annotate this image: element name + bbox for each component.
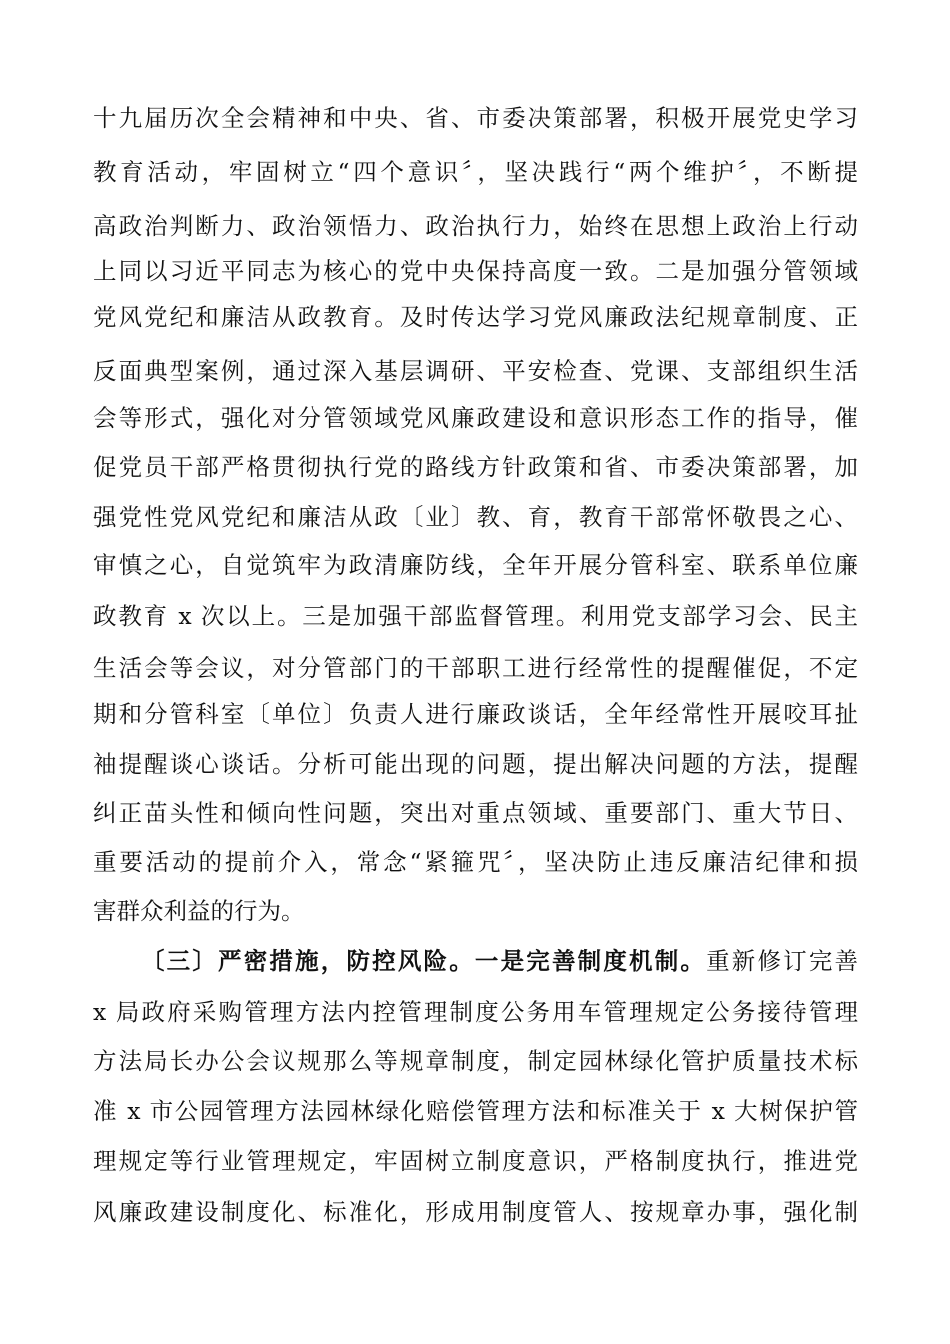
text-line: 害群众利益的行为。 [93, 897, 305, 925]
text-line: 袖提醒谈心谈话。分析可能出现的问题，提出解决问题的方法，提醒 [93, 750, 858, 778]
text-line: 教育活动，牢固树立“四个意识〞，坚决践行“两个维护〞，不断提 [93, 158, 858, 186]
text-line: 促党员干部严格贯彻执行党的路线方针政策和省、市委决策部署，加 [93, 453, 858, 481]
text-line: 纠正苗头性和倾向性问题，突出对重点领域、重要部门、重大节日、 [93, 799, 858, 827]
heading-continuation: 重新修订完善 [706, 947, 859, 975]
text-line: 政教育 x 次以上。三是加强干部监督管理。利用党支部学习会、民主 [93, 602, 858, 630]
text-line: 反面典型案例，通过深入基层调研、平安检查、党课、支部组织生活 [93, 357, 858, 385]
text-line: 期和分管科室〔单位〕负责人进行廉政谈话，全年经常性开展咬耳扯 [93, 700, 858, 728]
text-line: 风廉政建设制度化、标准化，形成用制度管人、按规章办事，强化制 [93, 1198, 858, 1226]
text-line: 审慎之心，自觉筑牢为政清廉防线，全年开展分管科室、联系单位廉 [93, 551, 858, 579]
text-line: 会等形式，强化对分管领域党风廉政建设和意识形态工作的指导，催 [93, 404, 858, 432]
text-line: 十九届历次全会精神和中央、省、市委决策部署，积极开展党史学习 [93, 104, 858, 132]
text-line: 高政治判断力、政治领悟力、政治执行力，始终在思想上政治上行动 [93, 212, 858, 240]
text-line: 强党性党风党纪和廉洁从政〔业〕教、育，教育干部常怀敬畏之心、 [93, 503, 858, 531]
text-line: 生活会等会议，对分管部门的干部职工进行经常性的提醒催促，不定 [93, 654, 858, 682]
text-line: 重要活动的提前介入，常念“紧箍咒〞，坚决防止违反廉洁纪律和损 [93, 848, 858, 876]
text-line: 理规定等行业管理规定，牢固树立制度意识，严格制度执行，推进党 [93, 1147, 858, 1175]
text-line: x 局政府采购管理方法内控管理制度公务用车管理规定公务接待管理 [93, 998, 858, 1026]
section-heading-line [141, 945, 858, 977]
section-heading: 〔三〕严密措施，防控风险。一是完善制度机制。 [141, 947, 707, 975]
text-line: 上同以习近平同志为核心的党中央保持高度一致。二是加强分管领域 [93, 257, 858, 285]
text-line: 党风党纪和廉洁从政教育。及时传达学习党风廉政法纪规章制度、正 [93, 303, 858, 331]
text-line: 准 x 市公园管理方法园林绿化赔偿管理方法和标准关于 x 大树保护管 [93, 1097, 858, 1125]
text-line: 方法局长办公会议规那么等规章制度，制定园林绿化管护质量技术标 [93, 1047, 858, 1075]
